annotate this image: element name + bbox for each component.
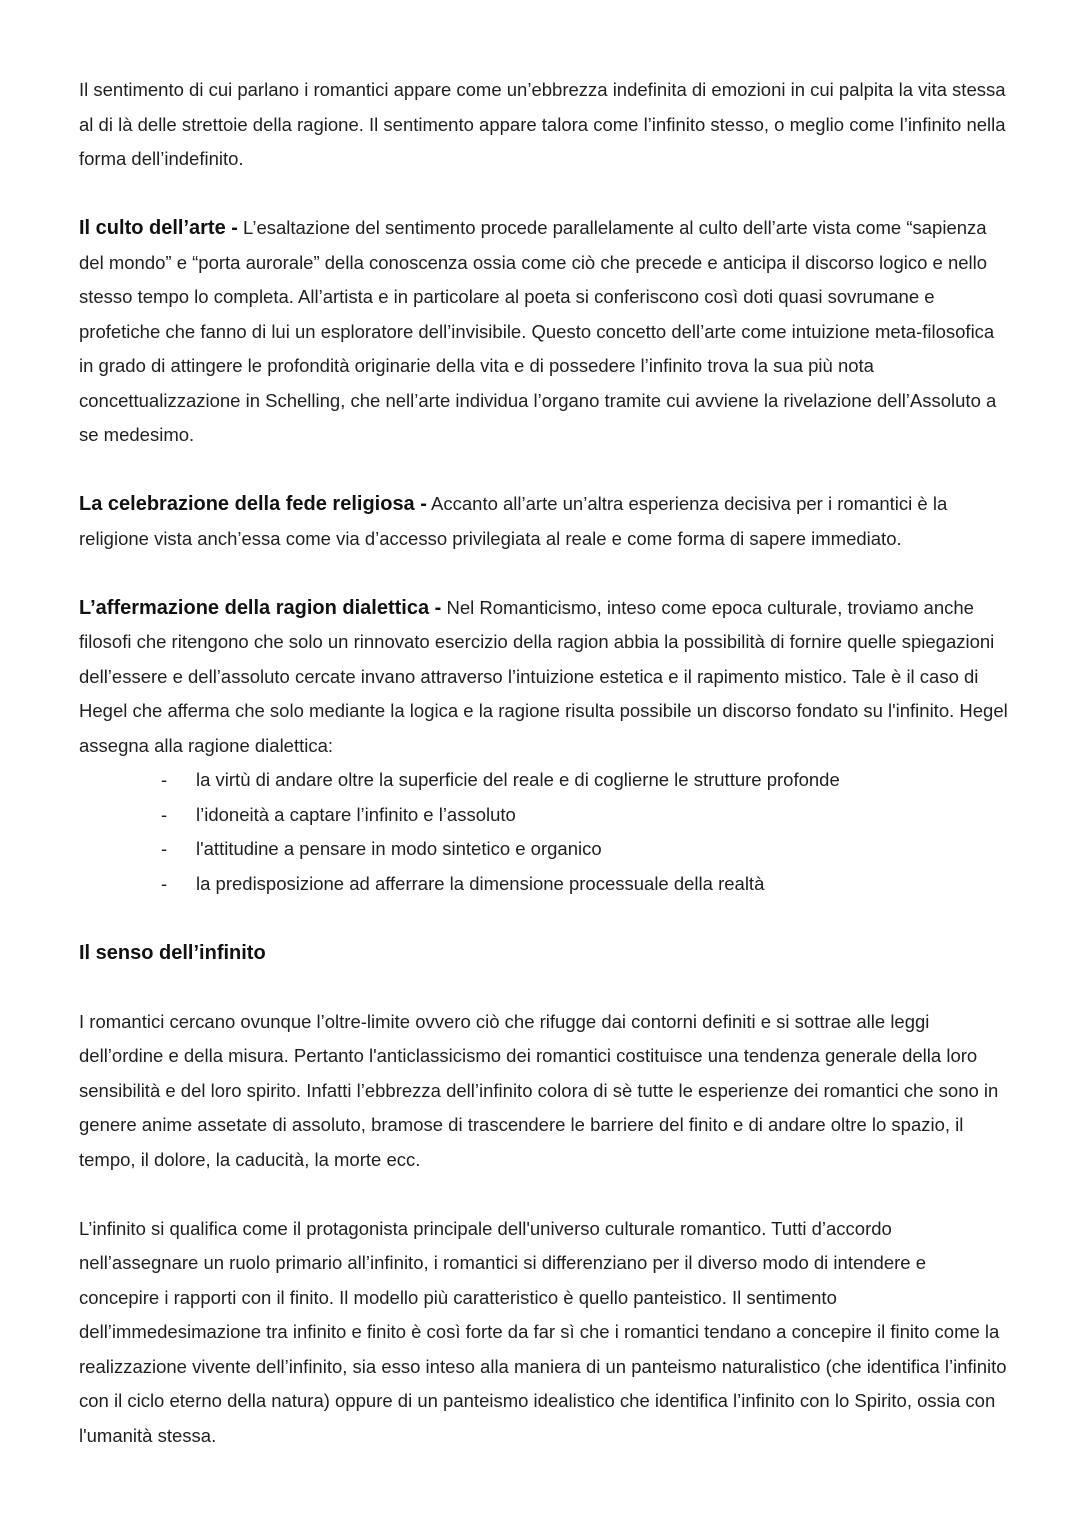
list-item-text: la predisposizione ad afferrare la dimensione processuale della realtà xyxy=(196,872,765,894)
list-item xyxy=(79,832,1009,867)
list-item xyxy=(79,798,1009,833)
infinito-paragraph-2: L’infinito si qualifica come il protagonista principale dell'universo culturale romantico. Tutti d’accordo nell’assegnare un ruolo primario all’infinito, i romantici si differenziano per il diverso modo di intendere e concepire i rapporti con il finito. Il modello più caratteristico è quello panteistico. Il sentimento dell’immedesimazione tra infinito e finito è così forte da far sì che i romantici tendano a concepire il finito come la realizzazione vivente dell’infinito, sia esso inteso alla maniera di un panteismo naturalistico (che identifica l’infinito con il ciclo eterno della natura) oppure di un panteismo idealistico che identifica l’infinito con lo Spirito, ossia con l'umanità stessa. xyxy=(79,1217,1007,1446)
infinito-paragraph-1: I romantici cercano ovunque l’oltre-limite ovvero ciò che rifugge dai contorni definiti e si sottrae alle leggi dell’ordine e della misura. Pertanto l'anticlassicismo dei romantici costituisce una tendenza generale della loro sensibilità e del loro spirito. Infatti l’ebbrezza dell’infinito colora di sè tutte le esperienze dei romantici che sono in genere anime assetate di assoluto, bramose di trascendere le barriere del finito e di andare oltre lo spazio, il tempo, il dolore, la caducità, la morte ecc. xyxy=(79,1010,999,1170)
arte-paragraph xyxy=(79,211,1009,453)
paragraph-gap xyxy=(79,970,1009,1005)
intro-paragraph: Il sentimento di cui parlano i romantici appare come un’ebbrezza indefinita di emozioni in cui palpita la vita stessa al di là delle strettoie della ragione. Il sentimento appare talora come l’infinito stesso, o meglio come l’infinito nella forma dell’indefinito. xyxy=(79,79,1006,169)
ragione-text: Nel Romanticismo, inteso come epoca culturale, troviamo anche filosofi che ritengono che solo un rinnovato esercizio della ragion abbia la possibilità di fornire quelle spiegazioni dell’essere e dell’assoluto cercate invano attraverso l’intuizione estetica e il rapimento mistico. Tale è il caso di Hegel che afferma che solo mediante la logica e la ragione risulta possibile un discorso fondato su l'infinito. Hegel assegna alla ragione dialettica: xyxy=(79,596,1008,756)
list-item-text: l'attitudine a pensare in modo sintetico e organico xyxy=(196,838,602,859)
arte-heading: Il culto dell’arte - xyxy=(79,217,238,239)
infinito-heading: Il senso dell’infinito xyxy=(79,941,266,964)
paragraph-gap xyxy=(79,1177,1009,1212)
paragraph-gap xyxy=(79,177,1009,212)
infinito-heading-line xyxy=(79,936,1009,971)
dash-bullet: - xyxy=(161,803,168,825)
fede-heading: La celebrazione della fede religiosa - xyxy=(79,493,427,515)
dash-bullet: - xyxy=(161,769,168,790)
document-page xyxy=(79,73,1009,1453)
arte-text: L’esaltazione del sentimento procede parallelamente al culto dell’arte vista come “sapienza del mondo” e “porta aurorale” della conoscenza ossia come ciò che precede e anticipa il discorso logico e nello stesso tempo lo completa. All’artista e in particolare al poeta si conferiscono così doti quasi sovrumane e profetiche che fanno di lui un esploratore dell’invisibile. Questo concetto dell’arte come intuizione meta-filosofica in grado di attingere le profondità originarie della vita e di possedere l’infinito trova la sua più nota concettualizzazione in Schelling, che nell’arte individua l’organo tramite cui avviene la rivelazione dell’Assoluto a se medesimo. xyxy=(79,217,997,445)
list-item xyxy=(79,763,1009,798)
list-item-text: la virtù di andare oltre la superficie del reale e di coglierne le strutture profonde xyxy=(196,769,840,790)
paragraph-gap xyxy=(79,556,1009,591)
ragione-paragraph xyxy=(79,591,1009,764)
fede-text: Accanto all’arte un’altra esperienza decisiva per i romantici è la religione vista anch’essa come via d’accesso privilegiata al reale e come forma di sapere immediato. xyxy=(79,493,948,549)
ragione-list xyxy=(79,763,1009,901)
list-item-text: l’idoneità a captare l’infinito e l’assoluto xyxy=(196,803,516,825)
dash-bullet: - xyxy=(161,872,168,894)
paragraph-gap xyxy=(79,453,1009,488)
ragione-heading: L’affermazione della ragion dialettica - xyxy=(79,596,442,619)
fede-paragraph xyxy=(79,487,1009,556)
list-item xyxy=(79,867,1009,902)
paragraph-gap xyxy=(79,901,1009,936)
dash-bullet: - xyxy=(161,838,168,859)
